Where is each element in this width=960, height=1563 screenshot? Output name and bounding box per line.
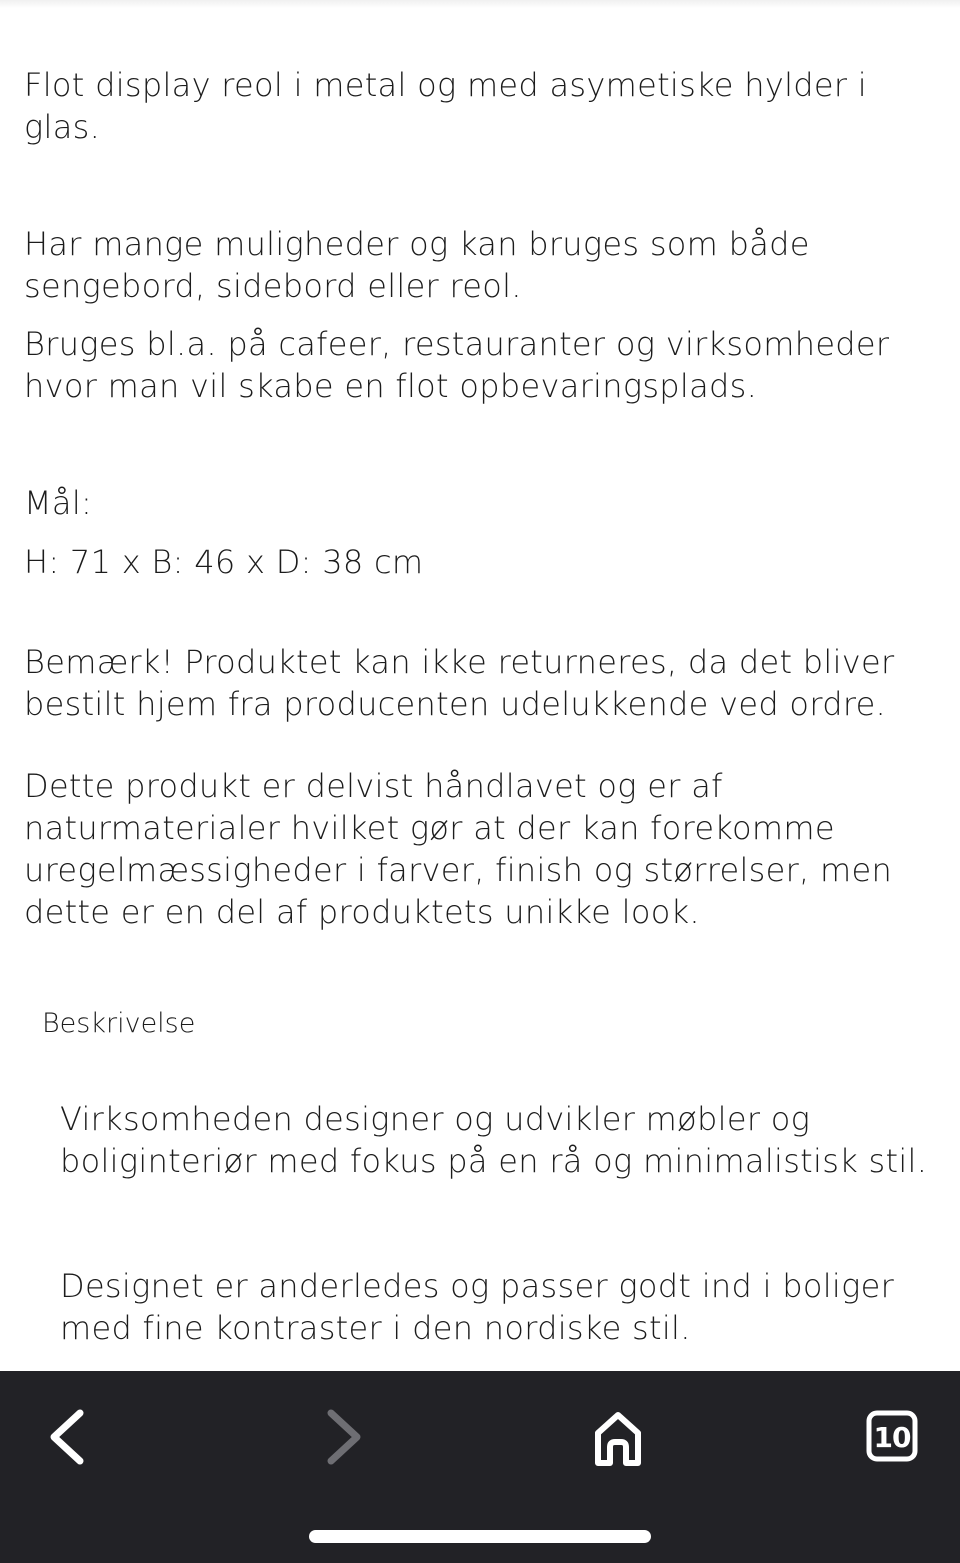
- paragraph-intro: Flot display reol i metal og med asymetiske hylder i glas.: [24, 66, 867, 146]
- top-edge-shadow: [0, 0, 960, 8]
- dimensions-value: H: 71 x B: 46 x D: 38 cm: [24, 543, 424, 581]
- description-paragraph-company: Virksomheden designer og udvikler møbler og boliginteriør med fokus på en rå og minimalistisk stil.: [60, 1100, 928, 1180]
- paragraph-usage: Har mange muligheder og kan bruges som både sengebord, sidebord eller reol.: [24, 225, 810, 305]
- browser-toolbar: [0, 1371, 960, 1563]
- tab-count: 10: [873, 1420, 911, 1454]
- forward-button[interactable]: [298, 1393, 386, 1481]
- tabs-button[interactable]: [848, 1393, 936, 1481]
- paragraph-handmade-notice: Dette produkt er delvist håndlavet og er af naturmaterialer hvilket gør at der kan forekomme uregelmæssigheder i farver, finish og størrelser, men dette er en del af produktets unikke look.: [24, 767, 893, 931]
- dimensions-heading: Mål:: [24, 484, 93, 522]
- section-label-description: Beskrivelse: [42, 1008, 196, 1039]
- home-icon: [574, 1393, 662, 1481]
- home-indicator[interactable]: [309, 1530, 651, 1543]
- home-button[interactable]: [574, 1393, 662, 1481]
- chevron-right-icon: [298, 1393, 386, 1481]
- back-button[interactable]: [25, 1393, 113, 1481]
- description-paragraph-design: Designet er anderledes og passer godt ind i boliger med fine kontraster i den nordiske stil.: [60, 1267, 895, 1347]
- paragraph-return-notice: Bemærk! Produktet kan ikke returneres, da det bliver bestilt hjem fra producenten udelukkende ved ordre.: [24, 643, 895, 723]
- paragraph-usage-examples: Bruges bl.a. på cafeer, restauranter og virksomheder hvor man vil skabe en flot opbevaringsplads.: [24, 325, 890, 405]
- chevron-left-icon: [25, 1393, 113, 1481]
